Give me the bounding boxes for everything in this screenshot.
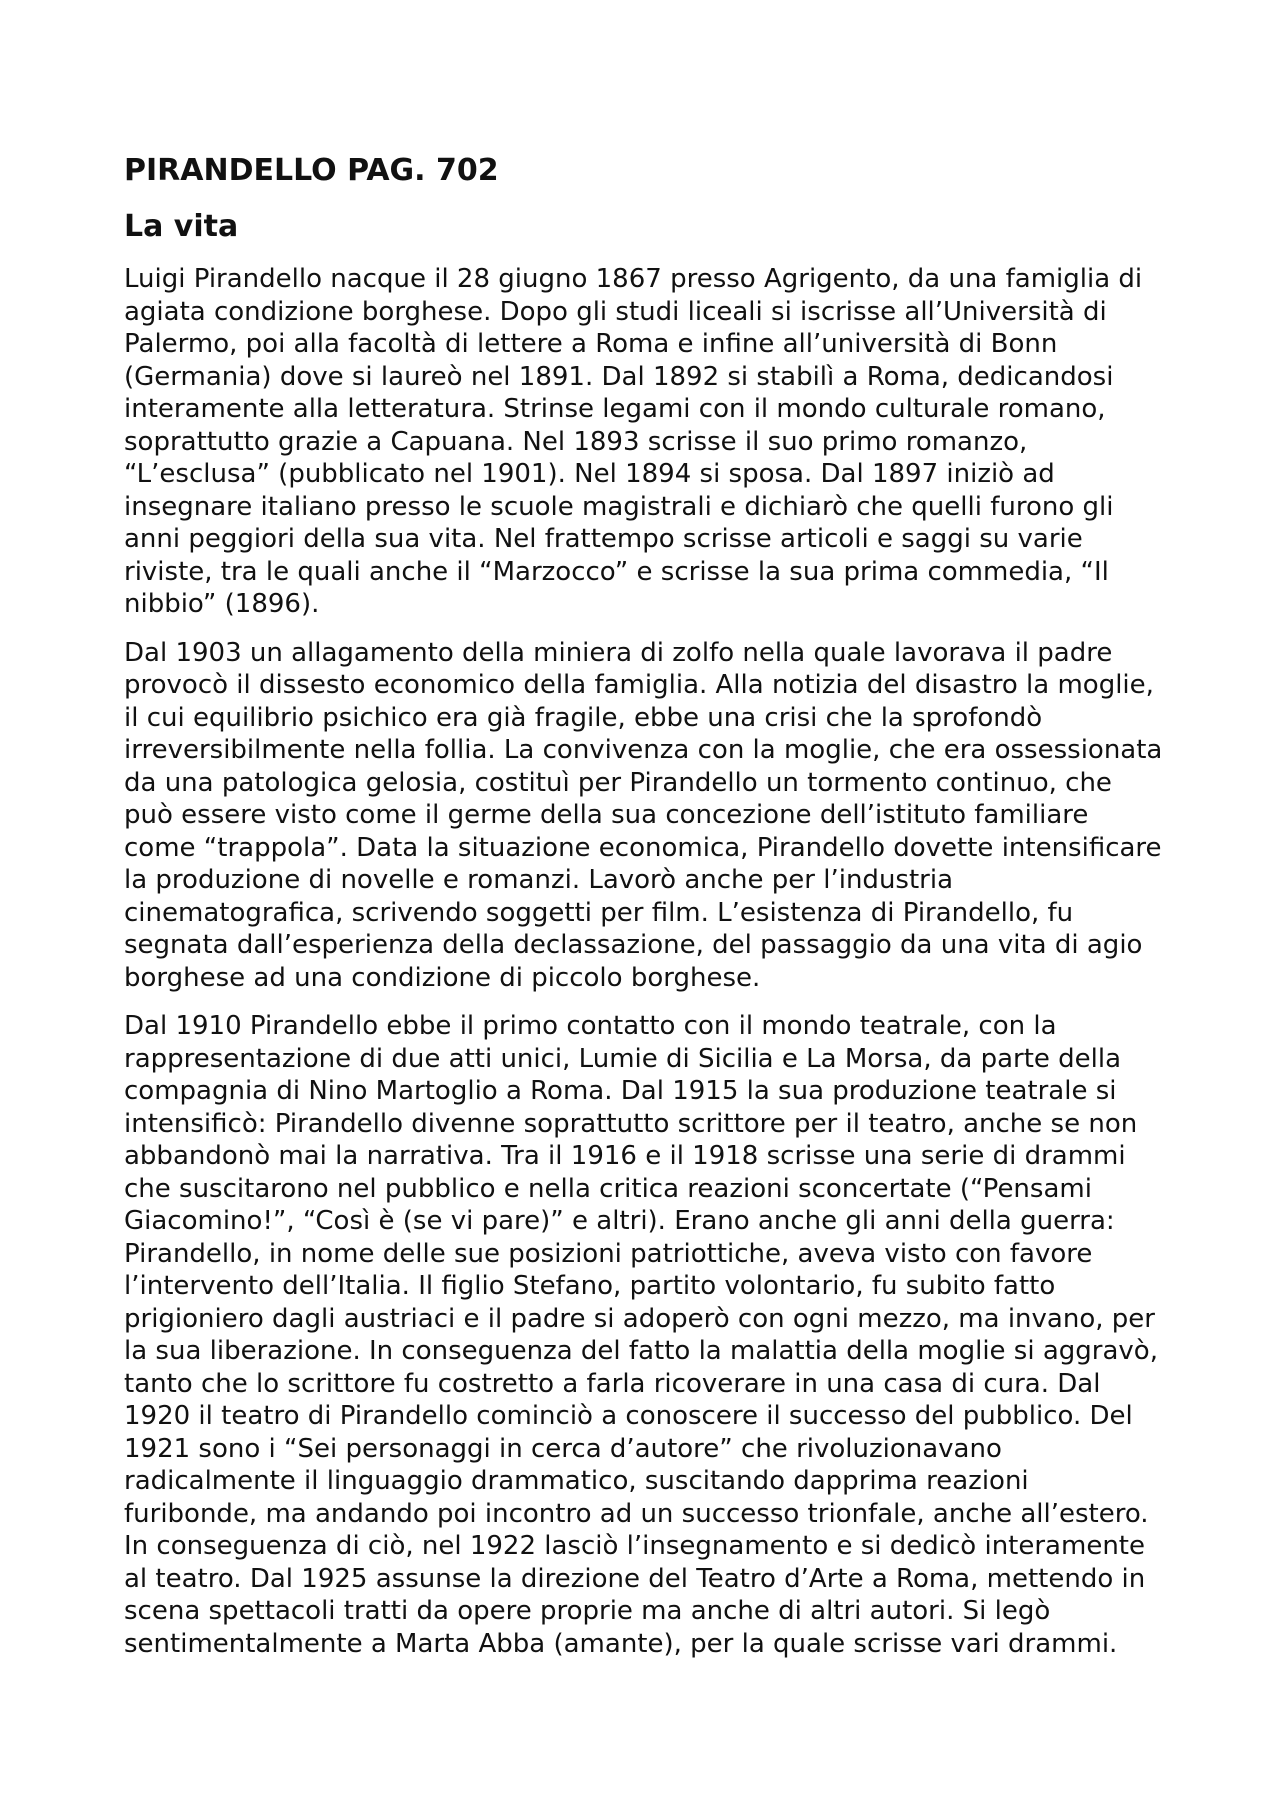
text-line: al teatro. Dal 1925 assunse la direzione del Teatro d’Arte a Roma, mettendo in (124, 1563, 1146, 1594)
text-line: 1920 il teatro di Pirandello cominciò a conoscere il successo del pubblico. Del (124, 1401, 1133, 1431)
text-line: rappresentazione di due atti unici, Lumie di Sicilia e La Morsa, da parte della (124, 1043, 1122, 1074)
text-line: interamente alla letteratura. Strinse legami con il mondo culturale romano, (124, 394, 1106, 424)
text-line: il cui equilibrio psichico era già fragile, ebbe una crisi che la sprofondò (124, 702, 1043, 733)
text-line: borghese ad una condizione di piccolo borghese. (124, 962, 761, 993)
text-line: Luigi Pirandello nacque il 28 giugno 1867 presso Agrigento, da una famiglia di (124, 264, 1143, 294)
text-line: anni peggiori della sua vita. Nel frattempo scrisse articoli e saggi su varie (124, 524, 1083, 554)
text-line: (Germania) dove si laureò nel 1891. Dal 1892 si stabilì a Roma, dedicandosi (124, 361, 1114, 392)
text-line: “L’esclusa” (pubblicato nel 1901). Nel 1894 si sposa. Dal 1897 iniziò ad (124, 459, 1055, 489)
text-line: Dal 1903 un allagamento della miniera di zolfo nella quale lavorava il padre (124, 637, 1113, 668)
text-line: tanto che lo scrittore fu costretto a farla ricoverare in una casa di cura. Dal (124, 1368, 1101, 1399)
paragraph-1 (124, 263, 1224, 621)
text-line: la produzione di novelle e romanzi. Lavorò anche per l’industria (124, 865, 954, 895)
text-line: Palermo, poi alla facoltà di lettere a Roma e infine all’università di Bonn (124, 329, 1058, 359)
text-line: da una patologica gelosia, costituì per Pirandello un tormento continuo, che (124, 767, 1112, 798)
text-line: intensificò: Pirandello divenne soprattutto scrittore per il teatro, anche se non (124, 1108, 1138, 1139)
text-line: Dal 1910 Pirandello ebbe il primo contatto con il mondo teatrale, con la (124, 1011, 1057, 1041)
section-heading: La vita (124, 209, 239, 244)
paragraph-2 (124, 637, 1224, 995)
text-line: come “trappola”. Data la situazione economica, Pirandello dovette intensificare (124, 832, 1162, 863)
text-line: irreversibilmente nella follia. La convivenza con la moglie, che era ossessionata (124, 735, 1163, 765)
text-line: insegnare italiano presso le scuole magistrali e dichiarò che quelli furono gli (124, 491, 1114, 522)
text-line: provocò il dissesto economico della famiglia. Alla notizia del disastro la moglie, (124, 670, 1154, 700)
text-line: sentimentalmente a Marta Abba (amante), per la quale scrisse vari drammi. (124, 1628, 1118, 1659)
text-line: Pirandello, in nome delle sue posizioni patriottiche, aveva visto con favore (124, 1238, 1093, 1269)
text-line: la sua liberazione. In conseguenza del fatto la malattia della moglie si aggravò, (124, 1336, 1158, 1366)
text-line: furibonde, ma andando poi incontro ad un successo trionfale, anche all’estero. (124, 1498, 1149, 1529)
text-line: In conseguenza di ciò, nel 1922 lasciò l’insegnamento e si dedicò interamente (124, 1531, 1145, 1561)
text-line: riviste, tra le quali anche il “Marzocco” e scrisse la sua prima commedia, “Il (124, 556, 1109, 587)
document-title: PIRANDELLO PAG. 702 (124, 153, 499, 188)
paragraph-3 (124, 1010, 1224, 1660)
text-line: prigioniero dagli austriaci e il padre si adoperò con ogni mezzo, ma invano, per (124, 1303, 1155, 1334)
text-line: cinematografica, scrivendo soggetti per film. L’esistenza di Pirandello, fu (124, 897, 1074, 928)
text-line: l’intervento dell’Italia. Il figlio Stefano, partito volontario, fu subito fatto (124, 1271, 1056, 1301)
text-line: che suscitarono nel pubblico e nella critica reazioni sconcertate (“Pensami (124, 1173, 1092, 1204)
text-line: segnata dall’esperienza della declassazione, del passaggio da una vita di agio (124, 930, 1143, 960)
text-line: 1921 sono i “Sei personaggi in cerca d’autore” che rivoluzionavano (124, 1433, 1002, 1464)
text-line: soprattutto grazie a Capuana. Nel 1893 scrisse il suo primo romanzo, (124, 426, 1028, 457)
text-line: agiata condizione borghese. Dopo gli studi liceali si iscrisse all’Università di (124, 296, 1107, 327)
text-line: può essere visto come il germe della sua concezione dell’istituto familiare (124, 800, 1089, 830)
text-line: scena spettacoli tratti da opere proprie ma anche di altri autori. Si legò (124, 1596, 1051, 1626)
text-line: nibbio” (1896). (124, 589, 320, 619)
document-body (124, 152, 1224, 1676)
text-line: radicalmente il linguaggio drammatico, suscitando dapprima reazioni (124, 1466, 1029, 1496)
text-line: Giacomino!”, “Così è (se vi pare)” e altri). Erano anche gli anni della guerra: (124, 1206, 1115, 1236)
text-line: abbandonò mai la narrativa. Tra il 1916 e il 1918 scrisse una serie di drammi (124, 1141, 1126, 1171)
text-line: compagnia di Nino Martoglio a Roma. Dal 1915 la sua produzione teatrale si (124, 1076, 1117, 1106)
